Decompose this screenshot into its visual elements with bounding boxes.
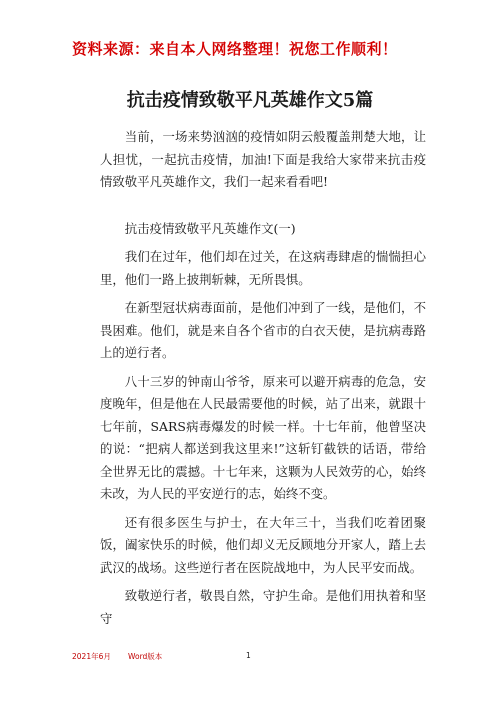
footer-version: Word版本 (128, 652, 163, 661)
document-body (100, 126, 426, 636)
body-paragraph: 我们在过年，他们却在过关，在这病毒肆虐的惴惴担心里，他们一路上披荆斩棘，无所畏惧。 (100, 249, 426, 287)
page-number: 1 (246, 651, 251, 660)
section-heading: 抗击疫情致敬平凡英雄作文(一) (124, 220, 296, 236)
body-paragraph: 在新型冠状病毒面前，是他们冲到了一线，是他们，不畏困难。他们，就是来自各个省市的白衣天使，是抗病毒路上的逆行者。 (100, 300, 426, 360)
document-title: 抗击疫情致敬平凡英雄作文5篇 (126, 90, 374, 111)
body-paragraph: 致敬逆行者，敬畏自然，守护生命。是他们用执着和坚守 (100, 588, 426, 626)
body-paragraph: 八十三岁的钟南山爷爷，原来可以避开病毒的危急，安度晚年，但是他在人民最需要他的时候，站了出来，就跟十七年前，SARS病毒爆发的时候一样。十七年前，他曾坚决的说：“把病人都送到我这里来!”这斩钉截铁的话语，带给全世界无比的震撼。十七年来，这颗为人民效劳的心，始终未改，为人民的平安逆行的志，始终不变。 (100, 373, 426, 501)
source-banner: 资料来源：来自本人网络整理！祝您工作顺利！ (72, 40, 398, 58)
intro-paragraph: 当前，一场来势汹汹的疫情如阴云般覆盖荆楚大地，让人担忧，一起抗击疫情，加油!下面是我给大家带来抗击疫情致敬平凡英雄作文，我们一起来看看吧! (100, 129, 426, 189)
body-paragraph: 还有很多医生与护士，在大年三十，当我们吃着团聚饭，阖家快乐的时候，他们却义无反顾地分开家人，踏上去武汉的战场。这些逆行者在医院战地中，为人民平安而战。 (100, 514, 426, 575)
footer-date: 2021年6月 (72, 652, 111, 661)
